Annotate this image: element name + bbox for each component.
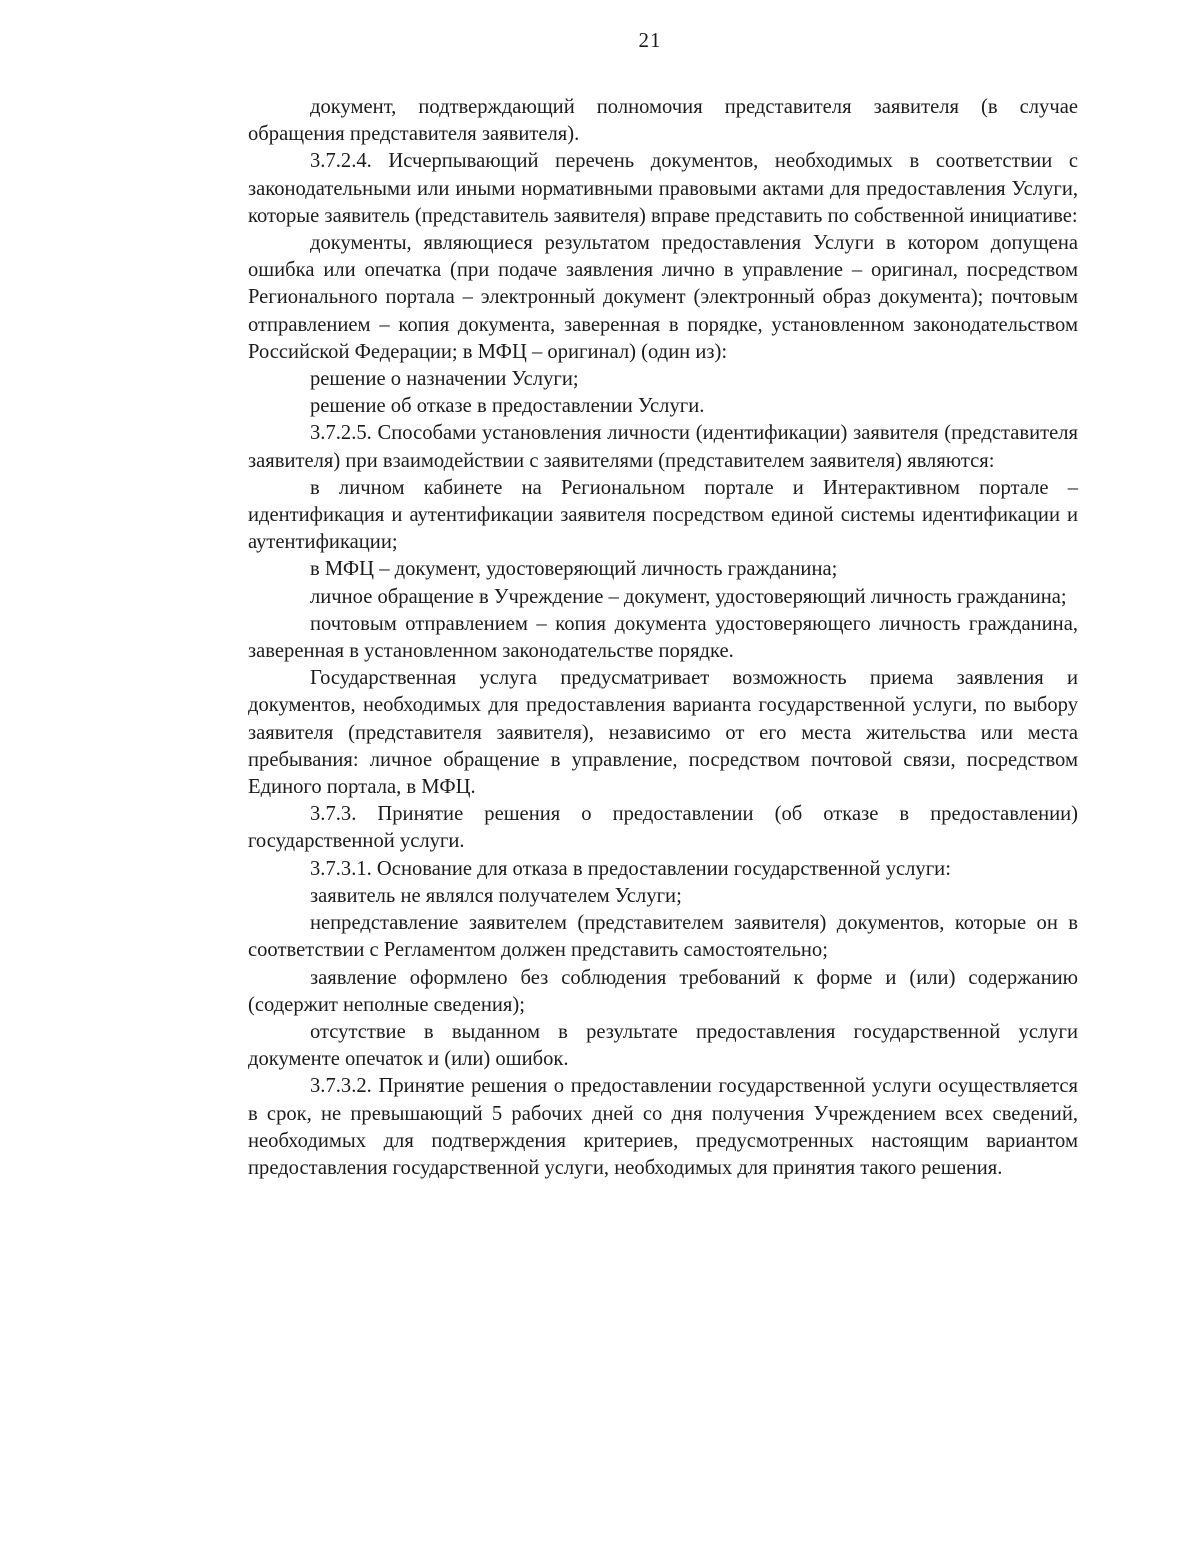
paragraph: отсутствие в выданном в результате предоставления государственной услуги документе опечаток и (или) ошибок. <box>248 1020 1078 1071</box>
paragraph: документ, подтверждающий полномочия представителя заявителя (в случае обращения представителя заявителя). <box>248 96 1078 146</box>
paragraph: заявитель не являлся получателем Услуги; <box>310 884 682 907</box>
paragraph: в МФЦ – документ, удостоверяющий личность гражданина; <box>310 558 838 581</box>
paragraph: непредставление заявителем (представителем заявителя) документов, которые он в соответствии с Регламентом должен представить самостоятельно; <box>248 912 1078 962</box>
paragraph: Государственная услуга предусматривает возможность приема заявления и документов, необходимых для предоставления варианта государственной услуги, по выбору заявителя (представителя заявителя), независимо от его места жительства или места пребывания: личное обращение в управление, посредством почтовой связи, посредством Единого портала, в МФЦ. <box>248 667 1078 799</box>
paragraph: 3.7.2.4. Исчерпывающий перечень документов, необходимых в соответствии с законодательными или иными нормативными правовыми актами для предоставления Услуги, которые заявитель (представитель заявителя) вправе представить по собственной инициативе: <box>248 150 1078 227</box>
document-body <box>248 94 1078 1182</box>
paragraph: 3.7.2.5. Способами установления личности (идентификации) заявителя (представителя заявителя) при взаимодействии с заявителями (представителем заявителя) являются: <box>248 422 1078 472</box>
paragraph: 3.7.3.2. Принятие решения о предоставлении государственной услуги осуществляется в срок, не превышающий 5 рабочих дней со дня получения Учреждением всех сведений, необходимых для подтверждения критериев, предусмотренных настоящим вариантом предоставления государственной услуги, необходимых для принятия такого решения. <box>248 1075 1078 1179</box>
paragraph: в личном кабинете на Региональном портале и Интерактивном портале – идентификация и аутентификации заявителя посредством единой системы идентификации и аутентификации; <box>248 476 1078 554</box>
paragraph: личное обращение в Учреждение – документ, удостоверяющий личность гражданина; <box>310 585 1067 608</box>
paragraph: решение о назначении Услуги; <box>310 368 579 391</box>
page-number: 21 <box>638 28 662 52</box>
paragraph: решение об отказе в предоставлении Услуги. <box>310 395 705 418</box>
paragraph: документы, являющиеся результатом предоставления Услуги в котором допущена ошибка или опечатка (при подаче заявления лично в управление – оригинал, посредством Регионального портала – электронный документ (электронный образ документа); почтовым отправлением – копия документа, заверенная в порядке, установленном законодательством Российской Федерации; в МФЦ – оригинал) (один из): <box>248 232 1078 363</box>
paragraph: почтовым отправлением – копия документа удостоверяющего личность гражданина, заверенная в установленном законодательстве порядке. <box>248 612 1078 663</box>
paragraph: 3.7.3. Принятие решения о предоставлении (об отказе в предоставлении) государственной услуги. <box>248 803 1078 853</box>
paragraph: 3.7.3.1. Основание для отказа в предоставлении государственной услуги: <box>310 857 951 880</box>
paragraph: заявление оформлено без соблюдения требований к форме и (или) содержанию (содержит неполные сведения); <box>248 966 1078 1016</box>
